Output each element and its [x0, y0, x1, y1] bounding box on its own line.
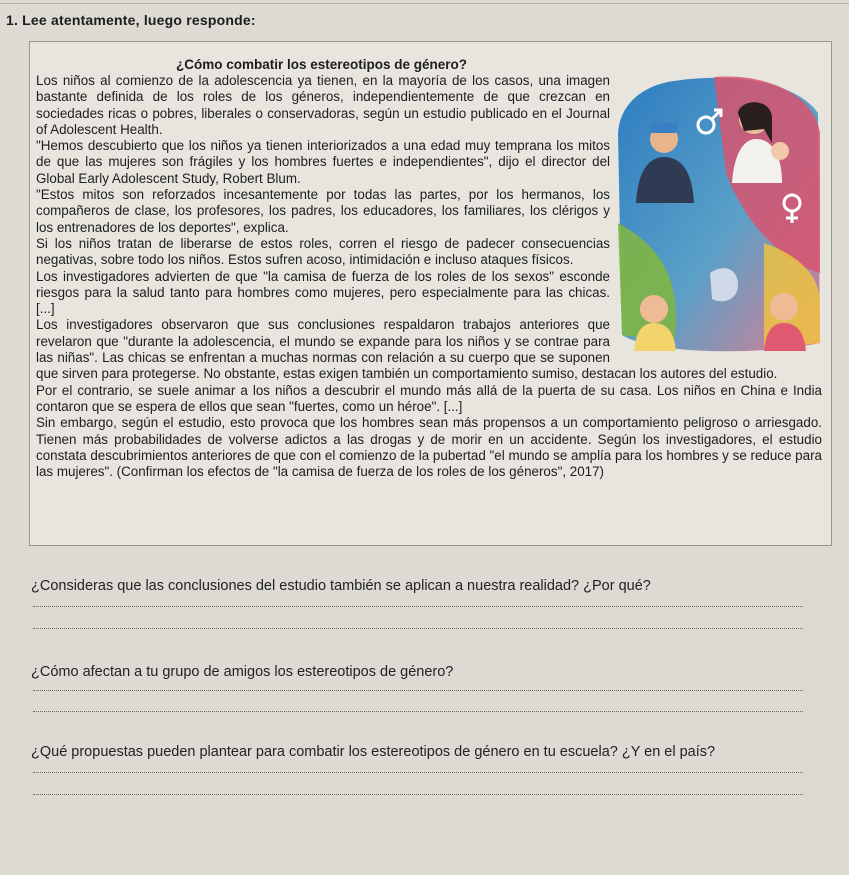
exercise-heading: 1. Lee atentamente, luego responde:: [6, 12, 256, 28]
article-title: ¿Cómo combatir los estereotipos de género?: [176, 57, 468, 72]
gender-stereotypes-illustration: [614, 73, 822, 355]
answer-line[interactable]: [33, 772, 803, 773]
answer-line[interactable]: [33, 711, 803, 712]
paragraph-6: Los investigadores observaron que sus conclusiones respaldaron trabajos anteriores que revelaron que "durante la adolescencia, el mundo se expande para los niños y se contrae para las niñas". Las chicas se enfrentan a muchas normas con relación a su cuerpo que se suponen que sirven para protegerse. No obstante, estas exigen también un comportamiento sumiso, destacan los autores del estudio.: [36, 317, 778, 382]
paragraph-7: Por el contrario, se suele animar a los niños a descubrir el mundo más allá de la puerta de su casa. Los niños en China e India contaron que se espera de ellos que sean "fuertes, como un héroe". [...]: [36, 382, 822, 414]
paragraph-8: Sin embargo, según el estudio, esto provoca que los hombres sean más propensos a un comportamiento peligroso o arriesgado. Tienen más probabilidades de volverse adictos a las drogas y de morir en un accidente. Según los investigadores, el estudio constata descubrimientos anteriores de que con el comienzo de la pubertad "el mundo se amplía para los hombres y se reduce para las mujeres". (Confirman los efectos de "la camisa de fuerza de los roles de los géneros", 2017): [36, 415, 822, 480]
top-rule: [0, 3, 849, 4]
paragraph-4: Si los niños tratan de liberarse de estos roles, corren el riesgo de padecer consecuencias negativas, sobre todo los niños. Estos sufren acoso, intimidación e incluso ataques físicos.: [36, 235, 610, 268]
article-text: [36, 73, 822, 480]
article-box: [29, 41, 832, 546]
answer-line[interactable]: [33, 794, 803, 795]
answer-line[interactable]: [33, 628, 803, 629]
paragraph-2: "Hemos descubierto que los niños ya tienen interiorizados a una edad muy temprana los mitos de que las mujeres son frágiles y los hombres fuertes e independientes", dijo el director del Global Early Adolescent Study, Robert Blum.: [36, 138, 610, 186]
question-1: ¿Consideras que las conclusiones del estudio también se aplican a nuestra realidad? ¿Por qué?: [31, 578, 651, 594]
question-3: ¿Qué propuestas pueden plantear para combatir los estereotipos de género en tu escuela? ¿Y en el país?: [31, 744, 716, 760]
paragraph-3: "Estos mitos son reforzados incesantemente por todas las partes, por los hermanos, los compañeros de clase, los profesores, los padres, los educadores, los familiares, los clérigos y los entrenadores de los deportes", explica.: [36, 187, 610, 235]
paragraph-1: Los niños al comienzo de la adolescencia ya tienen, en la mayoría de los casos, una imagen bastante definida de los roles de los géneros, independientemente de que crezcan en sociedades ricas o pobres, liberales o conservadoras, según un estudio publicado en el Journal of Adolescent Health.: [36, 73, 610, 137]
paragraph-5: Los investigadores advierten de que "la camisa de fuerza de los roles de los sexos" esconde riesgos para la salud tanto para hombres como mujeres, pero especialmente para las chicas. [...]: [36, 268, 610, 317]
answer-line[interactable]: [33, 606, 803, 607]
answer-line[interactable]: [33, 690, 803, 691]
question-2: ¿Cómo afectan a tu grupo de amigos los estereotipos de género?: [31, 664, 454, 680]
